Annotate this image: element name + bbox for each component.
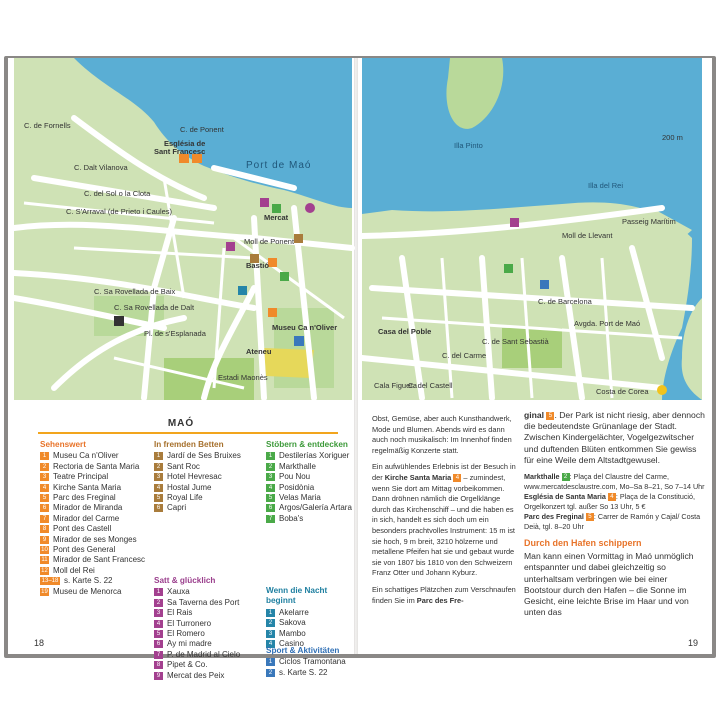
legend-item <box>266 503 352 513</box>
legend-item-label: El Turronero <box>167 618 212 628</box>
legend-number-badge: 3 <box>154 473 163 481</box>
legend-number-badge: 1 <box>154 588 163 596</box>
legend-item-label: Hostal Jume <box>167 482 212 492</box>
legend-list <box>266 657 352 678</box>
svg-text:C. del Carme: C. del Carme <box>442 351 487 360</box>
legend-number-badge: 1 <box>40 452 49 460</box>
legend-number-badge: 3 <box>266 630 275 638</box>
poi-badge: 4 <box>453 474 461 482</box>
legend-item-label: Museu Ca n'Oliver <box>53 451 119 461</box>
svg-text:Pl. de s'Esplanada: Pl. de s'Esplanada <box>144 329 206 338</box>
legend-satt <box>154 576 264 681</box>
legend-number-badge: 6 <box>266 504 275 512</box>
legend-number-badge: 4 <box>154 620 163 628</box>
legend-number-badge: 8 <box>154 661 163 669</box>
legend-item <box>40 555 152 565</box>
legend-item <box>40 451 152 461</box>
svg-text:Ateneu: Ateneu <box>246 347 272 356</box>
legend-item-label: P. de Madrid al Cielo <box>167 649 241 659</box>
legend-item-label: Pont des Castell <box>53 524 112 534</box>
legend-item-label: Argos/Galería Artara <box>279 503 352 513</box>
svg-text:Sant Francesc: Sant Francesc <box>154 147 206 156</box>
legend-item <box>266 483 352 493</box>
legend-heading: Wenn die Nacht beginnt <box>266 586 328 606</box>
legend-item <box>40 483 152 493</box>
svg-text:Illa Pinto: Illa Pinto <box>454 141 483 150</box>
legend-item-label: Mambo <box>279 628 306 638</box>
legend-item <box>266 618 352 628</box>
section-heading: Durch den Hafen schippern <box>524 538 642 549</box>
legend-item-label: El Romero <box>167 629 205 639</box>
svg-text:C. del Castell: C. del Castell <box>408 381 453 390</box>
legend-number-badge: 5 <box>40 494 49 502</box>
poi-badge: 5 <box>586 513 594 521</box>
legend-number-badge: 4 <box>266 640 275 648</box>
legend-item-label: Boba's <box>279 513 304 523</box>
paragraph: Obst, Gemüse, aber auch Kunsthandwerk, Mode und Blumen. Abends wird es dann auch noch musikalisch: Im Innenhof finden regelmäßig Konzerte statt. <box>372 414 512 455</box>
page-number-right: 19 <box>687 638 698 648</box>
legend-number-badge: 1 <box>154 452 163 460</box>
svg-text:Museu Ca n'Oliver: Museu Ca n'Oliver <box>272 323 338 332</box>
svg-text:C. S'Arraval (de Prieto i Caul: C. S'Arraval (de Prieto i Caules) <box>66 207 173 216</box>
legend-item <box>40 514 152 524</box>
legend-item-label: Casino <box>279 639 304 649</box>
svg-text:C. de Ponent: C. de Ponent <box>180 125 224 134</box>
legend-item-label: Posidònia <box>279 482 315 492</box>
legend-item-label: Xauxa <box>167 587 190 597</box>
legend-item-label: Royal Life <box>167 493 203 503</box>
text-column-1 <box>372 414 518 612</box>
legend-number-badge: 5 <box>266 494 275 502</box>
legend-item <box>154 608 264 618</box>
legend-number-badge: 12 <box>41 567 48 574</box>
svg-text:Costa de Corea: Costa de Corea <box>596 387 649 396</box>
legend-item-label: Mirador de ses Monges <box>53 534 137 544</box>
legend-number-badge: 2 <box>266 619 275 627</box>
svg-text:C. Sa Rovellada de Dalt: C. Sa Rovellada de Dalt <box>114 303 195 312</box>
right-page <box>358 58 712 654</box>
map-svg-left <box>14 58 352 400</box>
text-span: – zumindest, wenn Sie dort am Mittag vorbeikommen. Dann dröhnen nämlich die Orgelklänge durch das Kirchenschiff – und die haben es in sich, handelt es sich doch um ein besonders prachtvolles Instrument: 15 m ist sie hoch, 9 m breit, 3210 hölzerne und metallene Pfeifen hat sie und gebaut wurde sie von 1807 bis 1810 von den Schweizern Franz Otter und Johann Kyburz. <box>372 472 515 578</box>
legend-item <box>266 657 352 667</box>
info-name: Església de Santa Maria <box>524 492 606 502</box>
legend-item-label: Velas Maria <box>279 493 321 503</box>
svg-text:Cala Figuera: Cala Figuera <box>374 381 417 390</box>
legend-item-label: Pont des General <box>53 545 116 555</box>
legend-item <box>40 493 152 503</box>
legend-item-label: Akelarre <box>279 607 309 617</box>
legend-item <box>154 472 264 482</box>
info-text: : Plaça del Claustre del Carme, www.mercatdesclaustre.com, Mo–Sa 8–21, So 7–14 Uhr <box>524 472 705 492</box>
svg-text:Bastió: Bastió <box>246 261 269 270</box>
legend-nacht <box>266 586 352 649</box>
legend-betten <box>154 440 264 514</box>
svg-text:C. Sa Rovellada de Baix: C. Sa Rovellada de Baix <box>94 287 176 296</box>
legend-heading: Satt & glücklich <box>154 576 216 585</box>
legend-item <box>266 451 352 461</box>
info-name: Markthalle <box>524 472 560 482</box>
legend-item <box>40 545 152 555</box>
legend-item <box>154 587 264 597</box>
legend-item <box>40 524 152 534</box>
left-page <box>8 58 354 680</box>
legend-item-label: s. Karte S. 22 <box>64 576 113 586</box>
legend-item <box>154 503 264 513</box>
svg-text:Casa del Poble: Casa del Poble <box>378 327 432 336</box>
legend-list <box>266 608 352 650</box>
legend-item-label: Pipet & Co. <box>167 660 208 670</box>
legend-number-badge: 1 <box>266 609 275 617</box>
paragraph <box>372 585 518 606</box>
legend-number-badge: 11 <box>41 557 48 564</box>
poi-badge: 5 <box>546 412 554 420</box>
legend-sport <box>266 646 352 678</box>
legend-heading: Stöbern & entdecken <box>266 440 348 449</box>
svg-text:Església de: Església de <box>164 139 206 148</box>
legend-item <box>154 598 264 608</box>
info-name: Parc des Freginal <box>524 512 584 522</box>
page-number-left: 18 <box>34 638 45 648</box>
legend-item <box>266 608 352 618</box>
legend-list <box>154 587 264 681</box>
highlight-name: Kirche Santa Maria <box>384 472 452 482</box>
legend-item-label: Mirador de Sant Francesc <box>53 555 146 565</box>
text-span: . Der Park ist nicht riesig, aber dennoch die bedeutendste Grünanlage der Stadt. Zwischen Kindergelächter, Vogelgezwitscher und duftenden Blüten entkommen Sie gewiss für eine Weile dem Altstadtgewusel. <box>524 410 705 465</box>
svg-text:C. de Barcelona: C. de Barcelona <box>538 297 592 306</box>
text-span: Ein aufwühlendes Erlebnis ist der Besuch in der <box>372 462 516 482</box>
legend-number-badge: 4 <box>40 484 49 492</box>
legend-number-badge: 5 <box>154 630 163 638</box>
legend-item-label: Ciclos Tramontana <box>279 657 346 667</box>
legend-item <box>266 629 352 639</box>
legend-item-label: Moll del Rei <box>53 565 95 575</box>
legend-item-label: Museu de Menorca <box>53 586 122 596</box>
legend-number-badge: 9 <box>154 672 163 680</box>
map-mao-west <box>14 58 352 400</box>
legend-number-badge: 2 <box>40 463 49 471</box>
poi-badge: 4 <box>608 493 616 501</box>
legend-number-badge: 8 <box>40 525 49 533</box>
legend-number-badge: 19 <box>41 588 48 595</box>
legend-list <box>266 451 352 524</box>
svg-text:Moll de Llevant: Moll de Llevant <box>562 231 613 240</box>
legend-item-label: Parc des Freginal <box>53 493 116 503</box>
legend-item-label: Jardí de Ses Bruixes <box>167 451 241 461</box>
legend-number-badge: 2 <box>266 669 275 677</box>
legend-item-label: Ay mi madre <box>167 639 212 649</box>
svg-text:Passeig Marítim: Passeig Marítim <box>622 217 676 226</box>
legend-number-badge: 6 <box>40 504 49 512</box>
map-svg-right <box>362 58 702 400</box>
legend-item <box>154 619 264 629</box>
legend-item-label: Teatre Principal <box>53 472 109 482</box>
legend-item <box>40 535 152 545</box>
legend-stoebern <box>266 440 352 524</box>
legend-number-badge: 2 <box>266 463 275 471</box>
highlight-name: ginal <box>524 410 545 420</box>
info-text: : Plaça de la Constitució, Orgelkonzert tgl. außer So 13 Uhr, 5 € <box>524 492 696 512</box>
legend-item-label: Destilerías Xoriguer <box>279 451 350 461</box>
legend-item <box>266 462 352 472</box>
info-entry <box>524 472 706 492</box>
legend-item-label: Sant Roc <box>167 461 200 471</box>
legend-number-badge: 7 <box>40 515 49 523</box>
legend-number-badge: 4 <box>266 484 275 492</box>
text-column-2 <box>524 410 706 624</box>
legend-item <box>154 671 264 681</box>
svg-text:Illa del Rei: Illa del Rei <box>588 181 624 190</box>
text-span: Ein schattiges Plätzchen zum Verschnaufen finden Sie im <box>372 584 516 605</box>
legend-item <box>154 639 264 649</box>
legend-item <box>154 462 264 472</box>
legend-item <box>40 472 152 482</box>
legend-item <box>154 629 264 639</box>
legend-item <box>154 483 264 493</box>
svg-text:C. de Fornells: C. de Fornells <box>24 121 71 130</box>
legend-number-badge: 4 <box>154 484 163 492</box>
svg-text:C. Dalt Vilanova: C. Dalt Vilanova <box>74 163 128 172</box>
legend-list <box>154 451 264 513</box>
legend-item-label: Kirche Santa Maria <box>53 482 122 492</box>
legend-heading: In fremden Betten <box>154 440 224 449</box>
legend-item-label: Sakova <box>279 618 306 628</box>
legend-item-label: Pou Nou <box>279 472 311 482</box>
info-entry <box>524 512 706 532</box>
legend-number-badge: 13–18 <box>41 578 59 585</box>
legend-item-label: Capri <box>167 503 187 513</box>
paragraph <box>524 410 706 466</box>
svg-text:Moll de Ponent: Moll de Ponent <box>244 237 295 246</box>
legend-item <box>40 587 152 597</box>
legend-number-badge: 3 <box>154 609 163 617</box>
legend-number-badge: 2 <box>154 463 163 471</box>
legend-item <box>266 514 352 524</box>
legend-item-label: El Rais <box>167 608 193 618</box>
legend-number-badge: 2 <box>154 599 163 607</box>
legend-number-badge: 7 <box>266 515 275 523</box>
legend-item-label: Mirador de Miranda <box>53 503 123 513</box>
legend-item <box>154 650 264 660</box>
legend-item-label: Sa Taverna des Port <box>167 597 240 607</box>
legend-title: MAÓ <box>167 418 195 429</box>
legend-item <box>40 462 152 472</box>
legend-heading: Sehenswert <box>40 440 86 449</box>
legend-item-label: Mercat des Peix <box>167 670 225 680</box>
poi-badge: 2 <box>562 473 570 481</box>
legend-number-badge: 1 <box>266 658 275 666</box>
legend-divider <box>38 432 338 434</box>
legend-sehenswert <box>40 440 152 597</box>
legend-number-badge: 9 <box>40 536 49 544</box>
legend-number-badge: 6 <box>154 640 163 648</box>
legend-item <box>40 503 152 513</box>
svg-text:Port de Maó: Port de Maó <box>246 160 312 171</box>
legend-item <box>40 566 152 576</box>
map-mao-east <box>362 58 702 400</box>
svg-text:Avgda. Port de Maó: Avgda. Port de Maó <box>574 319 641 328</box>
legend-item <box>266 472 352 482</box>
legend-number-badge: 3 <box>266 473 275 481</box>
legend-item <box>40 576 152 586</box>
info-text: : Carrer de Ramón y Cajal/ Costa Deià, tgl. 8–20 Uhr <box>524 512 701 532</box>
legend-item-label: s. Karte S. 22 <box>279 667 328 677</box>
legend-number-badge: 6 <box>154 504 163 512</box>
svg-text:200 m: 200 m <box>662 133 683 142</box>
legend-item-label: Hotel Hevresac <box>167 472 222 482</box>
legend-list <box>40 451 152 597</box>
legend-heading: Sport & Aktivitäten <box>266 646 340 655</box>
legend-item-label: Rectoria de Santa Maria <box>53 461 140 471</box>
svg-text:C. del Sol o la Clota: C. del Sol o la Clota <box>84 189 151 198</box>
svg-text:Mercat: Mercat <box>264 213 289 222</box>
svg-text:C. de Sant Sebastià: C. de Sant Sebastià <box>482 337 549 346</box>
legend-number-badge: 7 <box>154 651 163 659</box>
legend-item <box>154 660 264 670</box>
legend-item <box>154 451 264 461</box>
legend-item <box>154 493 264 503</box>
legend-item <box>266 668 352 678</box>
legend-number-badge: 5 <box>154 494 163 502</box>
legend-number-badge: 10 <box>41 547 48 554</box>
legend-number-badge: 3 <box>40 473 49 481</box>
legend-item-label: Mirador del Carme <box>53 513 120 523</box>
legend-number-badge: 1 <box>266 452 275 460</box>
paragraph <box>372 462 518 579</box>
info-entry <box>524 492 706 512</box>
svg-text:Estadi Maonès: Estadi Maonès <box>218 373 268 382</box>
legend-item-label: Markthalle <box>279 461 316 471</box>
info-box <box>524 472 706 532</box>
paragraph: Man kann einen Vormittag in Maó unmöglich entspannter und dabei gleichzeitig so unterhaltsam verbringen wie bei einer Bootstour durch den Hafen – die Sonne im Gesicht, eine leichte Brise im Haar und von unten das <box>524 551 694 618</box>
highlight-name: Parc des Fre- <box>416 595 464 605</box>
legend-item <box>266 493 352 503</box>
